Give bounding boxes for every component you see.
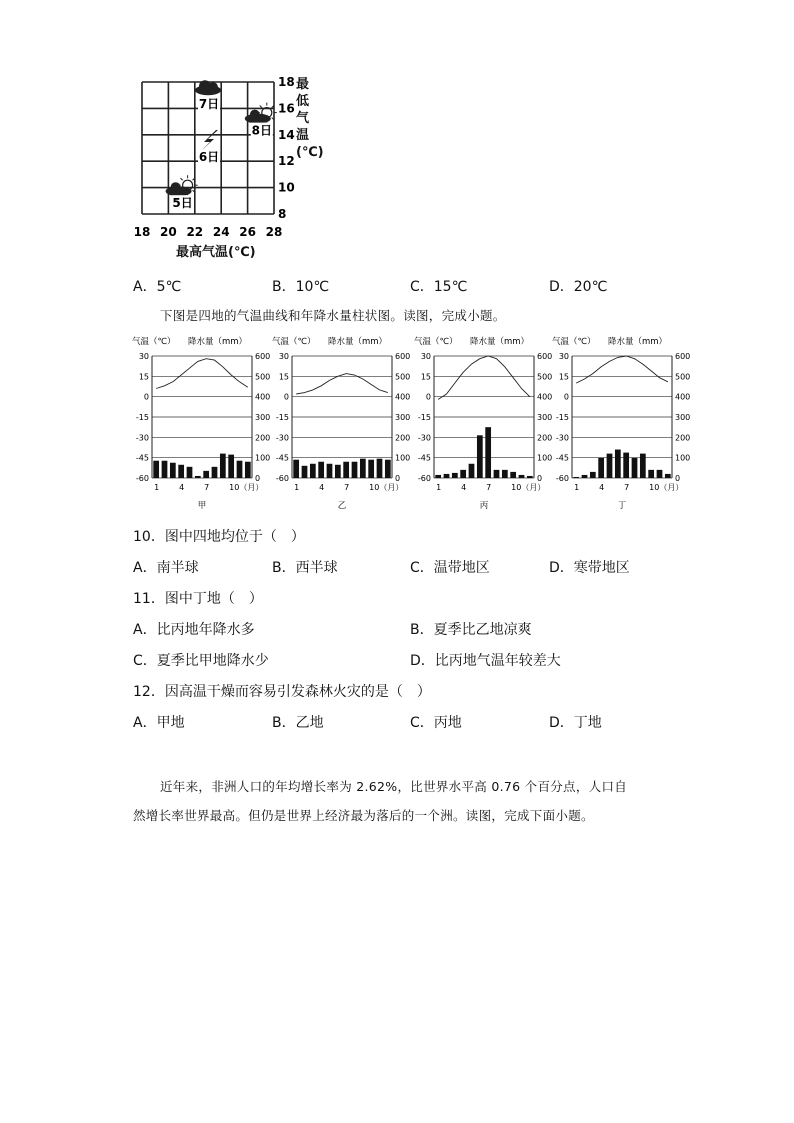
- month-tick-label: 1: [154, 483, 160, 492]
- climate-chart: [270, 332, 410, 512]
- climate-chart: [550, 332, 690, 512]
- month-tick-label: 4: [599, 483, 605, 492]
- month-tick-label: 10（月）: [649, 483, 684, 492]
- precip-tick-label: 400: [675, 392, 690, 402]
- day-label: 5日: [172, 196, 193, 211]
- precip-bar: [195, 476, 201, 478]
- precip-axis-title: 降水量（mm）: [188, 337, 248, 347]
- weather-day-point: [195, 80, 221, 111]
- precip-tick-label: 0: [395, 474, 401, 483]
- month-tick-label: 7: [344, 483, 350, 492]
- precip-bar: [615, 450, 621, 478]
- temp-tick-label: 15: [138, 372, 149, 382]
- temp-tick-label: 15: [420, 372, 431, 382]
- africa-paragraph-line2: 然增长率世界最高。但仍是世界上经济最为落后的一个洲。读图，完成下面小题。: [133, 808, 594, 823]
- precip-bar: [153, 461, 159, 478]
- temp-tick-label: -15: [555, 413, 569, 422]
- precip-bar: [648, 470, 654, 478]
- weather-chart-x-ticks: [134, 225, 283, 239]
- precip-bar: [302, 466, 308, 478]
- q10-stem: 10．图中四地均位于（ ）: [133, 529, 305, 545]
- climate-intro: 下图是四地的气温曲线和年降水量柱状图。读图，完成小题。: [160, 308, 506, 323]
- q9-option-a[interactable]: A．5℃: [133, 279, 182, 295]
- precip-bar: [477, 435, 483, 478]
- temp-tick-label: 30: [278, 352, 289, 361]
- precip-bar: [385, 460, 391, 478]
- precip-bar: [360, 459, 366, 478]
- q12-option-d[interactable]: D．丁地: [549, 715, 602, 731]
- temp-tick-label: -45: [417, 453, 431, 463]
- chart-site-name: 乙: [337, 501, 347, 511]
- precip-bar: [444, 474, 450, 478]
- temp-tick-label: 15: [558, 372, 569, 382]
- precip-tick-label: 600: [255, 352, 270, 361]
- q11-option-c[interactable]: C．夏季比甲地降水少: [133, 653, 269, 669]
- precip-bar: [318, 462, 324, 478]
- temp-tick-label: -30: [555, 433, 569, 443]
- precip-bar: [640, 454, 646, 478]
- temp-tick-label: -45: [555, 453, 569, 463]
- temp-axis-title: 气温（℃）: [132, 337, 176, 347]
- precip-axis-title: 降水量（mm）: [608, 337, 668, 347]
- temp-tick-label: 30: [558, 352, 569, 361]
- precip-bar: [327, 464, 333, 478]
- precip-bar: [343, 462, 349, 478]
- q12-option-b[interactable]: B．乙地: [272, 715, 324, 731]
- precip-bar: [527, 476, 533, 478]
- precip-tick-label: 100: [537, 453, 552, 463]
- precip-bar: [598, 458, 604, 478]
- precip-tick-label: 0: [537, 474, 543, 483]
- precip-bar: [452, 473, 458, 478]
- precip-bar: [519, 475, 525, 478]
- temp-tick-label: -30: [135, 433, 149, 443]
- q11-option-d[interactable]: D．比丙地气温年较差大: [410, 653, 561, 669]
- temp-tick-label: 0: [563, 392, 569, 402]
- x-tick-label: 26: [239, 225, 256, 239]
- q9-option-d[interactable]: D．20℃: [549, 279, 608, 295]
- temp-tick-label: -30: [417, 433, 431, 443]
- precip-bar: [665, 474, 671, 478]
- q12-option-c[interactable]: C．丙地: [410, 715, 462, 731]
- precip-bar: [623, 453, 629, 478]
- precip-tick-label: 300: [255, 413, 270, 422]
- temp-tick-label: -60: [417, 474, 431, 483]
- climate-charts: [130, 332, 690, 512]
- precip-bar: [335, 465, 341, 478]
- precip-bar: [310, 464, 316, 478]
- precip-tick-label: 400: [255, 392, 270, 402]
- day-label: 8日: [251, 123, 272, 138]
- y-tick-label: 18: [278, 75, 295, 89]
- precip-tick-label: 200: [255, 433, 270, 443]
- temp-tick-label: -30: [275, 433, 289, 443]
- precip-bar: [352, 462, 358, 478]
- precip-bar: [162, 461, 168, 478]
- precip-bar: [178, 465, 184, 478]
- month-tick-label: 7: [486, 483, 492, 492]
- day-label: 6日: [198, 150, 220, 164]
- q9-option-b[interactable]: B．10℃: [272, 279, 330, 295]
- precip-tick-label: 100: [395, 453, 410, 463]
- x-tick-label: 22: [186, 225, 204, 239]
- temp-tick-label: 30: [138, 352, 149, 361]
- precip-bar: [632, 458, 638, 478]
- precip-tick-label: 500: [675, 372, 690, 382]
- chart-site-name: 丙: [479, 501, 489, 511]
- precip-bar: [435, 475, 441, 478]
- q10-option-d[interactable]: D．寒带地区: [549, 560, 630, 576]
- precip-tick-label: 100: [255, 453, 270, 463]
- q10-option-a[interactable]: A．南半球: [133, 560, 199, 576]
- precip-tick-label: 100: [675, 453, 690, 463]
- month-tick-label: 1: [294, 483, 300, 492]
- precip-tick-label: 300: [537, 413, 552, 422]
- precip-tick-label: 500: [255, 372, 270, 382]
- partly-sunny-icon: [245, 103, 277, 124]
- precip-bar: [237, 461, 243, 478]
- precip-bar: [510, 472, 516, 478]
- chart-site-name: 丁: [617, 501, 627, 511]
- temp-curve: [156, 359, 248, 389]
- temp-axis-title: 气温（℃）: [414, 337, 458, 347]
- partly-sunny-icon: [166, 175, 198, 196]
- month-tick-label: 4: [461, 483, 467, 492]
- precip-bar: [170, 463, 176, 478]
- weather-chart-y-ticks: [278, 75, 295, 221]
- y-tick-label: 8: [278, 207, 287, 221]
- temp-tick-label: -45: [135, 453, 149, 463]
- weather-chart-y-axis-label: 最低气温(℃): [296, 77, 324, 160]
- month-tick-label: 1: [574, 483, 580, 492]
- month-tick-label: 1: [436, 483, 442, 492]
- precip-axis-title: 降水量（mm）: [328, 337, 388, 347]
- africa-paragraph-line1: 近年来，非洲人口的年均增长率为 2.62%，比世界水平高 0.76 个百分点，人口自: [160, 779, 628, 794]
- precip-tick-label: 300: [675, 413, 690, 422]
- climate-chart: [412, 332, 552, 512]
- precip-bar: [293, 460, 299, 478]
- precip-bar: [212, 467, 218, 478]
- climate-chart: [130, 332, 270, 512]
- precip-bar: [245, 462, 251, 478]
- precip-bar: [502, 470, 508, 478]
- precip-tick-label: 200: [395, 433, 410, 443]
- precip-tick-label: 0: [675, 474, 681, 483]
- month-tick-label: 4: [319, 483, 325, 492]
- precip-tick-label: 500: [395, 372, 410, 382]
- precip-bar: [607, 454, 613, 478]
- precip-tick-label: 600: [537, 352, 552, 361]
- precip-bar: [590, 472, 596, 478]
- precip-bar: [203, 471, 209, 478]
- precip-bar: [460, 470, 466, 478]
- x-tick-label: 24: [212, 225, 230, 239]
- temp-tick-label: 0: [143, 392, 149, 402]
- temp-axis-title: 气温（℃）: [552, 337, 596, 347]
- month-tick-label: 10（月）: [511, 483, 546, 492]
- y-tick-label: 12: [278, 154, 295, 169]
- temp-tick-label: 30: [420, 352, 431, 361]
- precip-bar: [220, 454, 226, 478]
- temp-curve: [576, 356, 668, 383]
- chart-site-name: 甲: [197, 501, 207, 511]
- day-label: 7日: [198, 97, 220, 112]
- thunderstorm-icon: [200, 130, 218, 152]
- precip-tick-label: 200: [537, 433, 552, 443]
- precip-bar: [573, 477, 579, 478]
- month-tick-label: 10（月）: [229, 483, 264, 492]
- precip-bar: [228, 455, 234, 478]
- precip-tick-label: 300: [395, 413, 410, 422]
- temp-tick-label: -60: [135, 474, 149, 483]
- y-tick-label: 16: [278, 101, 295, 116]
- weather-day-point: [166, 175, 198, 210]
- q10-option-b[interactable]: B．西半球: [272, 560, 338, 576]
- temp-tick-label: -15: [275, 413, 289, 422]
- temp-tick-label: 0: [425, 392, 431, 402]
- precip-bar: [377, 459, 383, 478]
- precip-tick-label: 500: [537, 372, 552, 382]
- precip-bar: [582, 475, 588, 478]
- precip-bar: [657, 470, 663, 478]
- q12-stem: 12．因高温干燥而容易引发森林火灾的是（ ）: [133, 684, 431, 700]
- precip-axis-title: 降水量（mm）: [470, 337, 530, 347]
- temp-tick-label: -60: [275, 474, 289, 483]
- month-tick-label: 7: [204, 483, 210, 492]
- precip-tick-label: 600: [395, 352, 410, 361]
- precip-bar: [485, 427, 491, 478]
- precip-tick-label: 200: [675, 433, 690, 443]
- precip-tick-label: 400: [395, 392, 410, 402]
- temp-axis-title: 气温（℃）: [272, 337, 316, 347]
- month-tick-label: 4: [179, 483, 185, 492]
- temp-tick-label: -15: [417, 413, 431, 422]
- precip-bar: [187, 467, 193, 478]
- month-tick-label: 7: [624, 483, 630, 492]
- temp-tick-label: -60: [555, 474, 569, 483]
- temp-tick-label: 15: [278, 372, 289, 382]
- x-tick-label: 18: [133, 225, 151, 239]
- q10-option-c[interactable]: C．温带地区: [410, 560, 490, 576]
- x-tick-label: 20: [160, 225, 177, 239]
- q11-option-a[interactable]: A．比丙地年降水多: [133, 622, 255, 638]
- q9-option-c[interactable]: C．15℃: [410, 279, 468, 295]
- q12-option-a[interactable]: A．甲地: [133, 715, 185, 731]
- precip-tick-label: 600: [675, 352, 690, 361]
- y-tick-label: 10: [278, 180, 295, 195]
- precip-tick-label: 0: [255, 474, 261, 483]
- x-tick-label: 28: [265, 225, 283, 239]
- precip-bar: [469, 464, 475, 478]
- temp-tick-label: -15: [135, 413, 149, 422]
- temp-tick-label: 0: [283, 392, 289, 402]
- weather-chart-x-axis-label: 最高气温(℃): [176, 245, 256, 260]
- precip-bar: [368, 460, 374, 478]
- q11-option-b[interactable]: B．夏季比乙地凉爽: [410, 622, 532, 638]
- precip-bar: [494, 470, 500, 478]
- temp-tick-label: -45: [275, 453, 289, 463]
- q11-stem: 11．图中丁地（ ）: [133, 591, 263, 607]
- temp-curve: [438, 356, 530, 399]
- y-tick-label: 14: [278, 127, 295, 142]
- month-tick-label: 10（月）: [369, 483, 404, 492]
- precip-tick-label: 400: [537, 392, 552, 402]
